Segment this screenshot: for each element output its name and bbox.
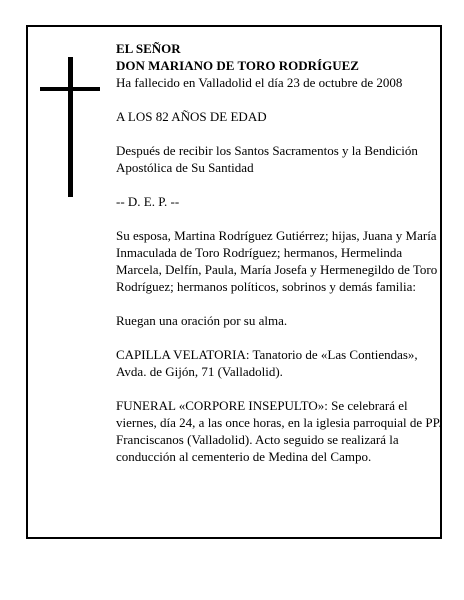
obituary-content bbox=[116, 40, 446, 482]
cross-horizontal-bar bbox=[40, 87, 100, 91]
deceased-name: DON MARIANO DE TORO RODRÍGUEZ bbox=[116, 58, 359, 73]
prayer-text: Ruegan una oración por su alma. bbox=[116, 313, 288, 328]
chapel-text: CAPILLA VELATORIA: Tanatorio de «Las Contiendas», Avda. de Gijón, 71 (Valladolid). bbox=[116, 347, 418, 379]
cross-vertical-bar bbox=[68, 57, 73, 197]
age-line: A LOS 82 AÑOS DE EDAD bbox=[116, 109, 267, 124]
rip-line: -- D. E. P. -- bbox=[116, 194, 180, 209]
funeral-text: FUNERAL «CORPORE INSEPULTO»: Se celebrará el viernes, día 24, a las once horas, en la iglesia parroquial de PP. Franciscanos (Valladolid). Acto seguido se realizará la conducción al cementerio de Medina del Campo. bbox=[116, 398, 442, 464]
header-block bbox=[116, 40, 446, 91]
title-honorific: EL SEÑOR bbox=[116, 41, 181, 56]
family-text: Su esposa, Martina Rodríguez Gutiérrez; hijas, Juana y María Inmaculada de Toro Rodríguez; hermanos, Hermelinda Marcela, Delfín, Paula, María Josefa y Hermenegildo de Toro Rodríguez; hermanos políticos, sobrinos y demás familia: bbox=[116, 228, 438, 294]
death-notice: Ha fallecido en Valladolid el día 23 de octubre de 2008 bbox=[116, 75, 403, 90]
sacraments-text: Después de recibir los Santos Sacramentos y la Bendición Apostólica de Su Santidad bbox=[116, 143, 418, 175]
obituary-frame bbox=[26, 25, 442, 539]
